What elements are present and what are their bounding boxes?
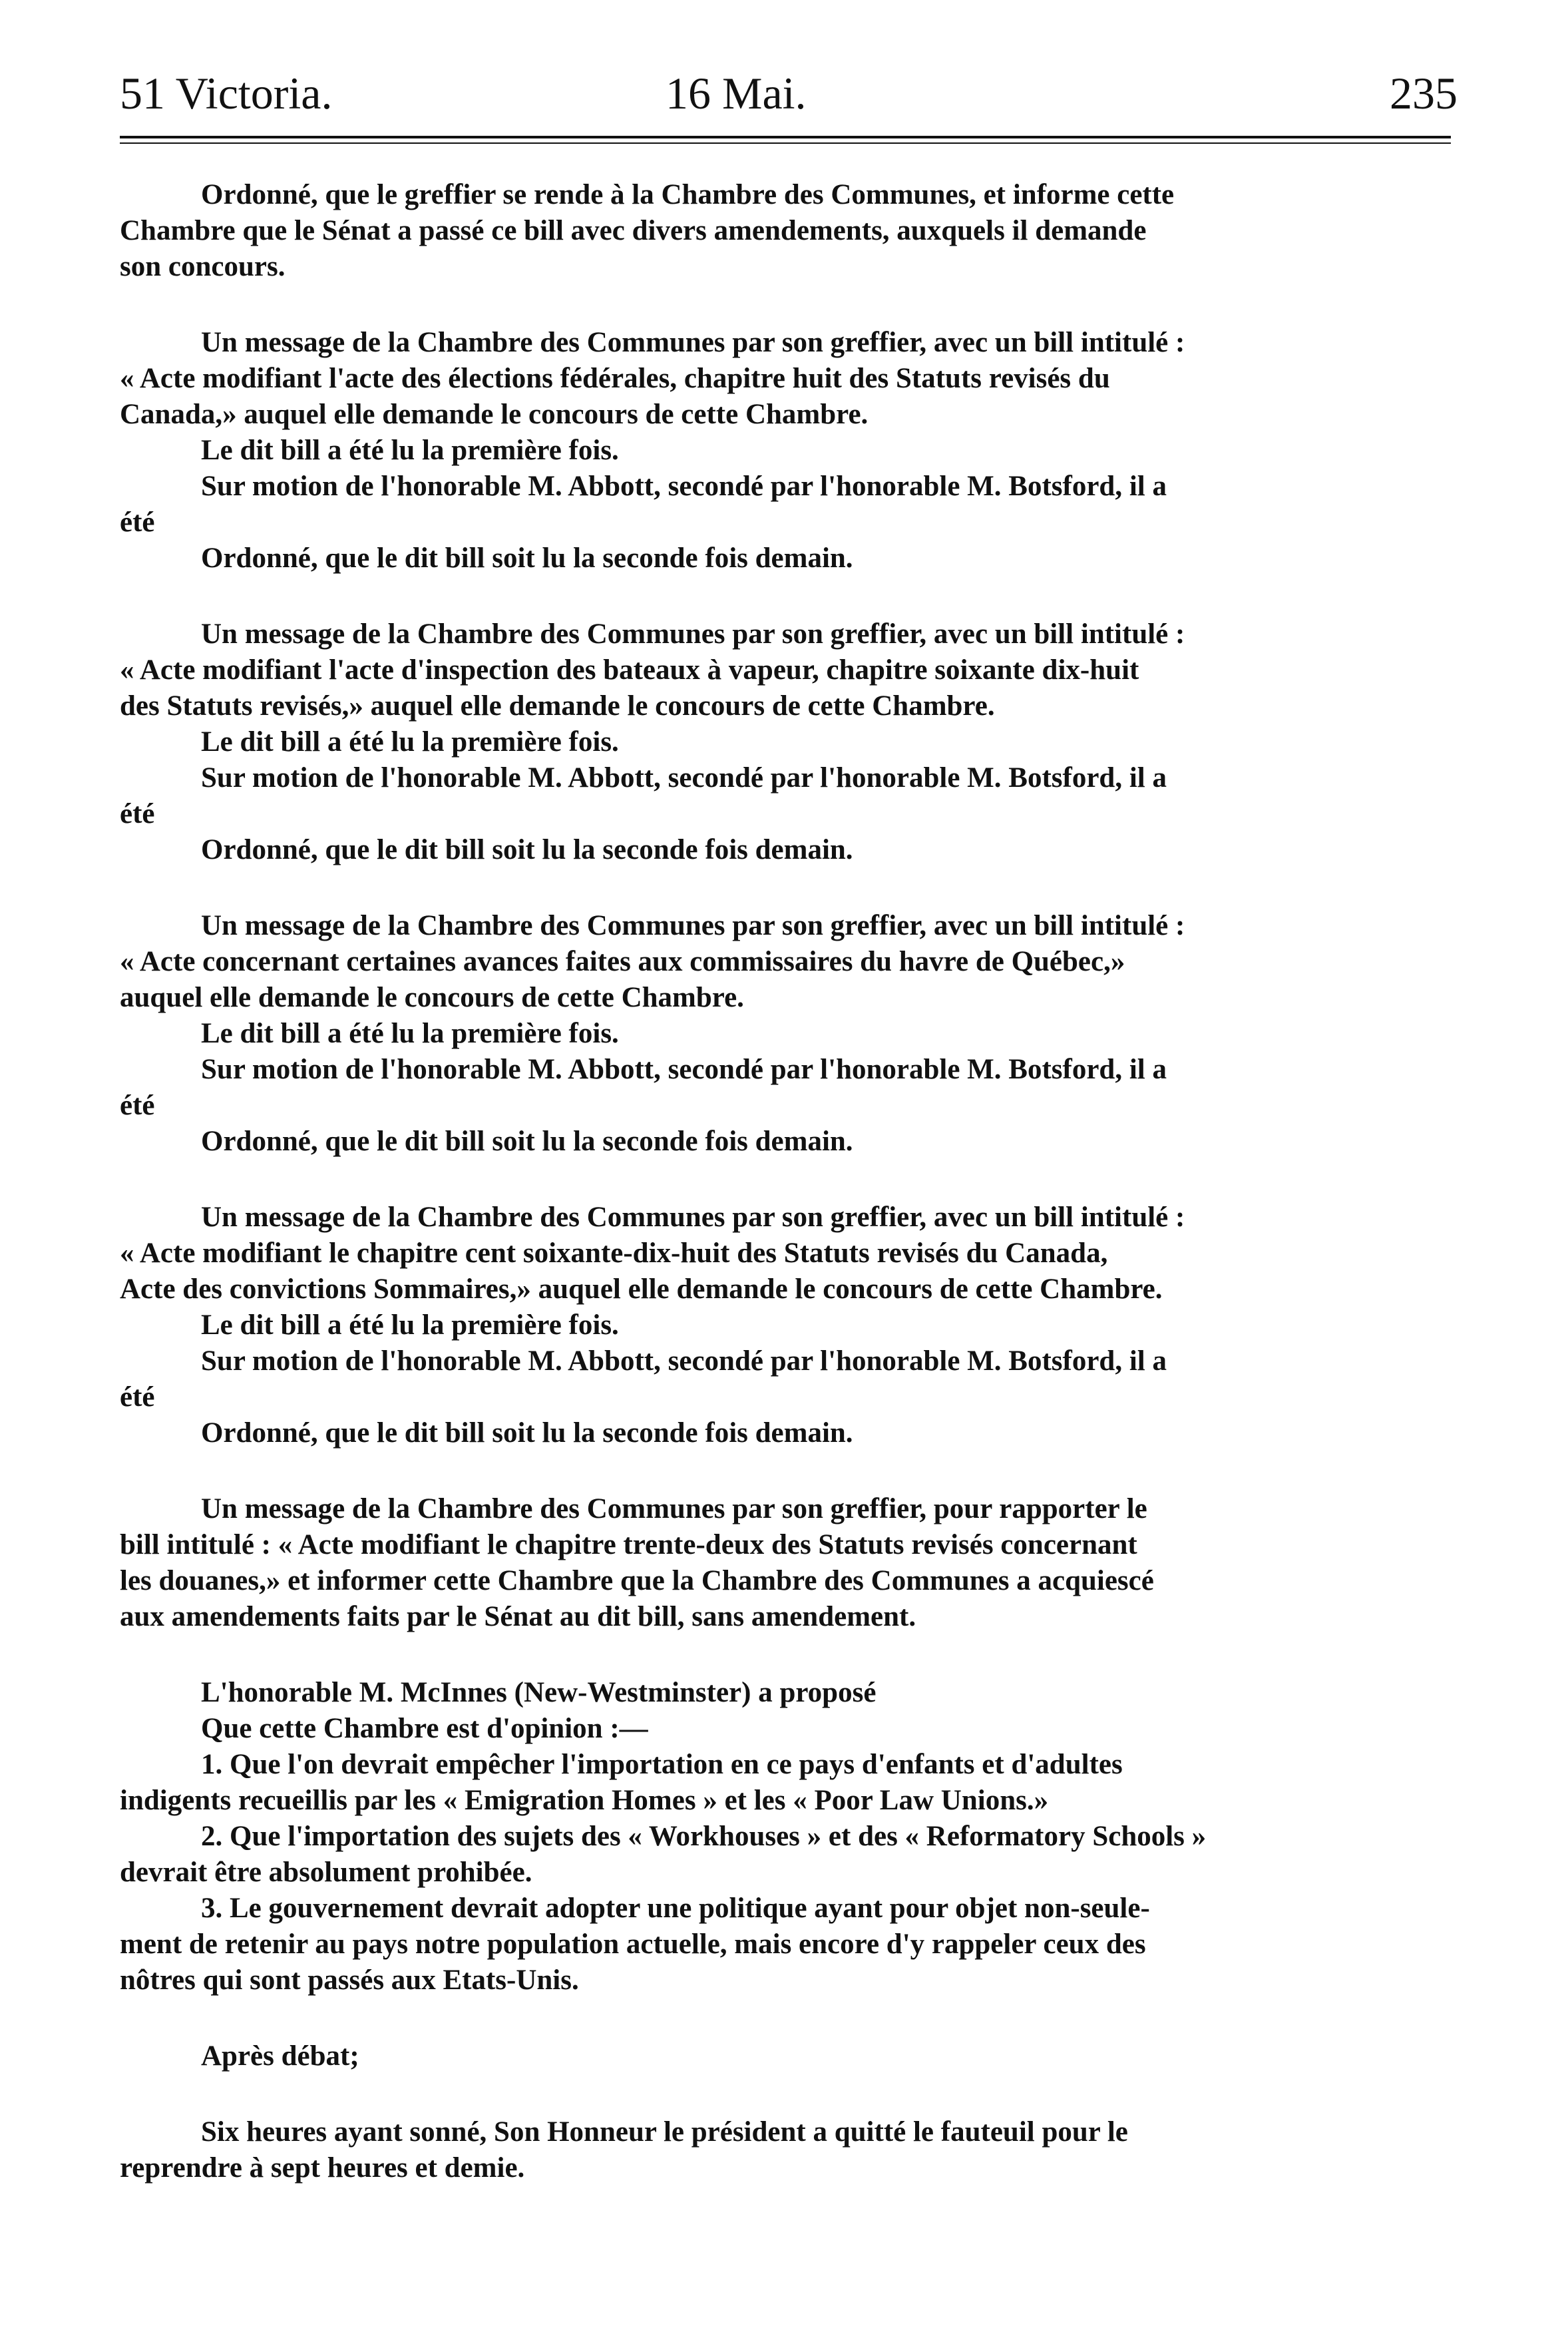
text-line: Six heures ayant sonné, Son Honneur le président a quitté le fauteuil pour le <box>201 2116 1128 2148</box>
text-line: devrait être absolument prohibée. <box>120 1857 532 1888</box>
text-line: Sur motion de l'honorable M. Abbott, secondé par l'honorable M. Botsford, il a <box>201 471 1167 502</box>
text-line: les douanes,» et informer cette Chambre que la Chambre des Communes a acquiescé <box>120 1565 1154 1596</box>
text-line: Un message de la Chambre des Communes par son greffier, avec un bill intitulé : <box>201 327 1185 358</box>
text-line: bill intitulé : « Acte modifiant le chapitre trente-deux des Statuts revisés concernant <box>120 1529 1137 1560</box>
text-line: 1. Que l'on devrait empêcher l'importation en ce pays d'enfants et d'adultes <box>201 1749 1123 1780</box>
text-line: Le dit bill a été lu la première fois. <box>201 1309 619 1341</box>
text-block <box>120 325 1451 577</box>
header-rule-thin <box>120 142 1451 144</box>
text-line: Un message de la Chambre des Communes par son greffier, avec un bill intitulé : <box>201 910 1185 941</box>
text-line: nôtres qui sont passés aux Etats-Unis. <box>120 1965 579 1996</box>
text-line: Sur motion de l'honorable M. Abbott, secondé par l'honorable M. Botsford, il a <box>201 1054 1167 1085</box>
text-line: 2. Que l'importation des sujets des « Workhouses » et des « Reformatory Schools » <box>201 1821 1207 1852</box>
text-line: son concours. <box>120 251 286 282</box>
text-line: Canada,» auquel elle demande le concours de cette Chambre. <box>120 399 869 430</box>
text-line: aux amendements faits par le Sénat au dit bill, sans amendement. <box>120 1601 916 1632</box>
text-line: Sur motion de l'honorable M. Abbott, secondé par l'honorable M. Botsford, il a <box>201 762 1167 794</box>
text-line: Acte des convictions Sommaires,» auquel elle demande le concours de cette Chambre. <box>120 1274 1163 1305</box>
text-block <box>120 908 1451 1160</box>
text-block <box>120 177 1451 285</box>
text-line: été <box>120 1381 155 1413</box>
text-line: « Acte modifiant l'acte des élections fédérales, chapitre huit des Statuts revisés du <box>120 363 1110 394</box>
text-line: « Acte modifiant le chapitre cent soixante-dix-huit des Statuts revisés du Canada, <box>120 1238 1108 1269</box>
text-block <box>120 616 1451 868</box>
text-line: Ordonné, que le greffier se rende à la Chambre des Communes, et informe cette <box>201 179 1175 210</box>
text-line: Un message de la Chambre des Communes par son greffier, avec un bill intitulé : <box>201 618 1185 650</box>
text-line: Ordonné, que le dit bill soit lu la seconde fois demain. <box>201 1417 853 1449</box>
text-block <box>120 1675 1451 1998</box>
text-line: été <box>120 1090 155 1121</box>
text-line: Ordonné, que le dit bill soit lu la seconde fois demain. <box>201 834 853 865</box>
text-line: 3. Le gouvernement devrait adopter une politique ayant pour objet non-seule- <box>201 1893 1150 1924</box>
text-line: auquel elle demande le concours de cette Chambre. <box>120 982 744 1013</box>
text-line: Après débat; <box>201 2040 359 2072</box>
text-line: Le dit bill a été lu la première fois. <box>201 1018 619 1049</box>
text-block <box>120 2114 1451 2186</box>
text-line: Ordonné, que le dit bill soit lu la seconde fois demain. <box>201 543 853 574</box>
text-block <box>120 1200 1451 1451</box>
header-date: 16 Mai. <box>666 68 807 118</box>
text-line: « Acte concernant certaines avances faites aux commissaires du havre de Québec,» <box>120 946 1125 977</box>
text-line: ment de retenir au pays notre population actuelle, mais encore d'y rappeler ceux des <box>120 1929 1146 1960</box>
text-block <box>120 1491 1451 1635</box>
text-line: Le dit bill a été lu la première fois. <box>201 435 619 466</box>
text-line: Un message de la Chambre des Communes par son greffier, avec un bill intitulé : <box>201 1202 1185 1233</box>
page-header <box>120 60 1458 126</box>
text-line: Le dit bill a été lu la première fois. <box>201 726 619 758</box>
text-line: reprendre à sept heures et demie. <box>120 2152 525 2184</box>
text-line: été <box>120 507 155 538</box>
text-line: « Acte modifiant l'acte d'inspection des bateaux à vapeur, chapitre soixante dix-huit <box>120 654 1139 686</box>
document-page <box>120 60 1458 2310</box>
text-line: des Statuts revisés,» auquel elle demande le concours de cette Chambre. <box>120 690 995 722</box>
document-body <box>120 177 1451 2186</box>
text-line: Un message de la Chambre des Communes par son greffier, pour rapporter le <box>201 1493 1147 1524</box>
header-regnal-year: 51 Victoria. <box>120 68 333 118</box>
text-line: Que cette Chambre est d'opinion :— <box>201 1713 648 1744</box>
text-line: Sur motion de l'honorable M. Abbott, secondé par l'honorable M. Botsford, il a <box>201 1345 1167 1377</box>
text-line: indigents recueillis par les « Emigration Homes » et les « Poor Law Unions.» <box>120 1785 1049 1816</box>
header-rule <box>120 136 1451 138</box>
page-number: 235 <box>1390 68 1458 118</box>
text-line: été <box>120 798 155 829</box>
text-line: Chambre que le Sénat a passé ce bill avec divers amendements, auxquels il demande <box>120 215 1147 246</box>
text-line: Ordonné, que le dit bill soit lu la seconde fois demain. <box>201 1126 853 1157</box>
text-block <box>120 2038 1451 2074</box>
text-line: L'honorable M. McInnes (New-Westminster) a proposé <box>201 1677 877 1708</box>
